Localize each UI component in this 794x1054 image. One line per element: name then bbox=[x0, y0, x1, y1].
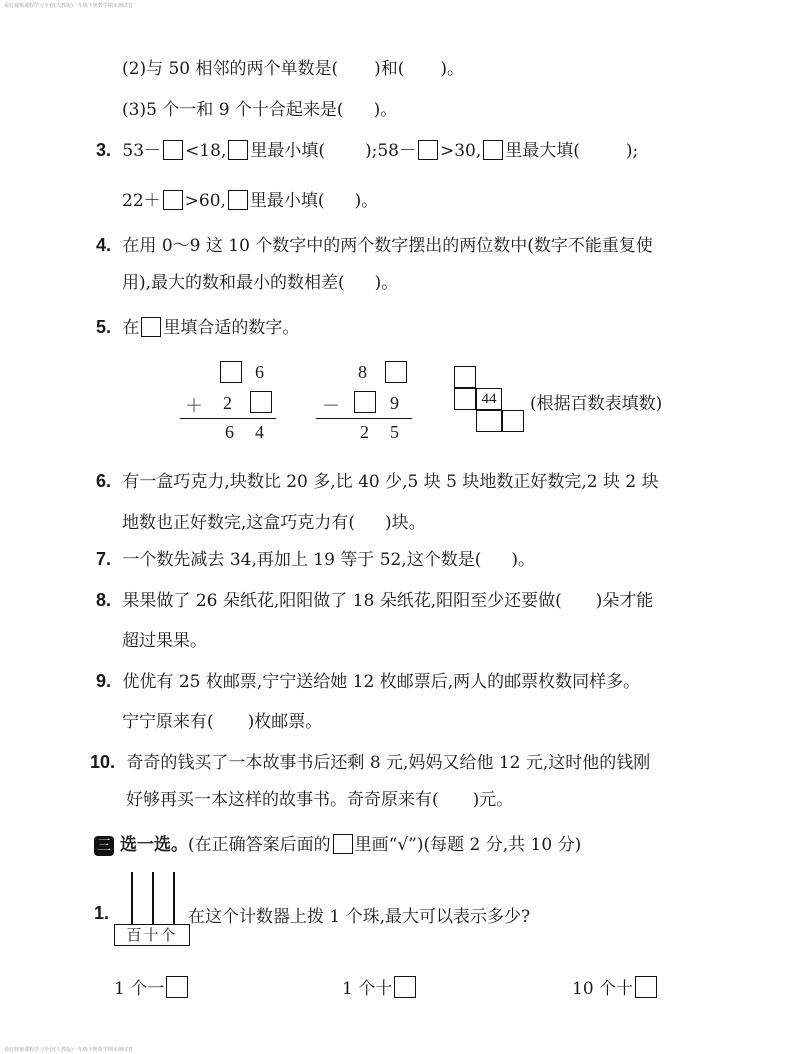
fill-box[interactable] bbox=[483, 140, 503, 160]
question-6-line2 bbox=[122, 508, 426, 533]
q3-text: 53－ bbox=[122, 141, 162, 161]
digit: 2 bbox=[223, 393, 232, 413]
q2-sub3-end: )。 bbox=[373, 100, 398, 120]
digit: 9 bbox=[390, 393, 399, 413]
fill-box[interactable] bbox=[418, 140, 438, 160]
q2-sub2 bbox=[122, 54, 464, 79]
digit: 5 bbox=[390, 422, 399, 442]
question-number: 8. bbox=[96, 590, 112, 610]
question-10-line1 bbox=[90, 748, 650, 773]
q3-text: 里最大填( bbox=[505, 141, 580, 161]
section-badge: 三 bbox=[94, 836, 114, 856]
question-4-line1 bbox=[96, 231, 653, 256]
answer-checkbox[interactable] bbox=[166, 976, 188, 998]
minus-sign: － bbox=[322, 396, 340, 416]
section-instruction: 里画“√”)(每题 2 分,共 10 分) bbox=[354, 835, 582, 855]
q10-text: )元。 bbox=[472, 790, 514, 810]
question-5-title bbox=[96, 313, 299, 338]
page-footer-note: 看好视频课程学习全套(人教版)一年级下册数学期末测试卷 bbox=[4, 1047, 133, 1053]
option-label: 1 个十 bbox=[342, 979, 393, 999]
question-7 bbox=[96, 545, 535, 570]
answer-checkbox[interactable] bbox=[635, 976, 657, 998]
abacus-rod-tens bbox=[152, 872, 154, 924]
q4-text: 在用 0～9 这 10 个数字中的两个数字摆出的两位数中(数字不能重复使 bbox=[122, 236, 653, 256]
q10-text: 奇奇的钱买了一本故事书后还剩 8 元,妈妈又给他 12 元,这时他的钱刚 bbox=[126, 753, 651, 773]
digit: 6 bbox=[255, 362, 264, 382]
fill-box[interactable] bbox=[454, 366, 476, 388]
fill-box[interactable] bbox=[502, 410, 524, 432]
q9-text: 宁宁原来有( bbox=[122, 712, 214, 732]
option-1 bbox=[114, 974, 190, 999]
q3-text: )。 bbox=[354, 191, 379, 211]
fill-box[interactable] bbox=[163, 190, 183, 210]
option-label: 10 个十 bbox=[572, 979, 634, 999]
q6-text: 地数也正好数完,这盒巧克力有( bbox=[122, 513, 356, 533]
question-9-line1 bbox=[96, 667, 640, 692]
question-number: 9. bbox=[96, 671, 112, 691]
question-8-line2: 超过果果。 bbox=[122, 631, 207, 651]
question-number: 1. bbox=[94, 903, 110, 923]
checkbox-sample bbox=[333, 834, 353, 854]
q3-text: );58－ bbox=[364, 141, 416, 161]
fill-box[interactable] bbox=[385, 361, 407, 383]
q2-sub3-text: (3)5 个一和 9 个十合起来是( bbox=[122, 100, 344, 120]
q10-text: 好够再买一本这样的故事书。奇奇原来有( bbox=[126, 790, 439, 810]
digit: 8 bbox=[358, 362, 367, 382]
q2-sub3 bbox=[122, 95, 397, 120]
q9-text: 优优有 25 枚邮票,宁宁送给她 12 枚邮票后,两人的邮票枚数同样多。 bbox=[122, 672, 641, 692]
q3-text: <18, bbox=[185, 141, 227, 161]
option-2 bbox=[342, 974, 418, 999]
option-label: 1 个一 bbox=[114, 979, 165, 999]
grid-note: (根据百数表填数) bbox=[530, 394, 663, 414]
q7-text: 一个数先减去 34,再加上 19 等于 52,这个数是( bbox=[122, 550, 482, 570]
q2-sub2-mid: )和( bbox=[374, 59, 405, 79]
section-3-heading bbox=[94, 830, 581, 856]
digit: 6 bbox=[225, 422, 234, 442]
page-header-note: 看好视频课程学习全套(人教版)一年级下册数学期末测试卷 bbox=[4, 3, 133, 9]
q3-text: 里最小填( bbox=[250, 141, 325, 161]
question-number: 4. bbox=[96, 235, 112, 255]
fill-box[interactable] bbox=[250, 391, 272, 413]
question-3-line2 bbox=[122, 186, 378, 211]
fill-box[interactable] bbox=[228, 140, 248, 160]
q3-text: 22＋ bbox=[122, 191, 161, 211]
s3q1-question-text: 在这个计数器上拨 1 个珠,最大可以表示多少? bbox=[188, 907, 531, 927]
q6-text: 有一盒巧克力,块数比 20 多,比 40 少,5 块 5 块地数正好数完,2 块 2 块 bbox=[122, 472, 659, 492]
q3-text: ); bbox=[625, 141, 639, 161]
question-8-line1 bbox=[96, 586, 653, 611]
question-10-line2 bbox=[126, 785, 513, 810]
abacus-rod-ones bbox=[173, 872, 175, 924]
fill-box bbox=[141, 317, 161, 337]
q3-text: >60, bbox=[184, 191, 226, 211]
q2-sub2-end: )。 bbox=[440, 59, 465, 79]
q5-text: 在 bbox=[122, 318, 140, 338]
q3-text: >30, bbox=[439, 141, 482, 161]
q7-text: )。 bbox=[511, 550, 536, 570]
question-number: 7. bbox=[96, 549, 112, 569]
q6-text: )块。 bbox=[385, 513, 426, 533]
grid-number: 44 bbox=[476, 388, 502, 410]
fill-box[interactable] bbox=[163, 140, 183, 160]
q9-text: )枚邮票。 bbox=[247, 712, 323, 732]
q3-text: 里最小填( bbox=[249, 191, 325, 211]
q5-text: 里填合适的数字。 bbox=[163, 318, 300, 338]
difference-line bbox=[316, 418, 412, 419]
q8-text: )朵才能 bbox=[595, 591, 654, 611]
digit: 2 bbox=[360, 422, 369, 442]
option-3 bbox=[572, 974, 659, 999]
question-number: 3. bbox=[96, 140, 112, 160]
fill-box[interactable] bbox=[454, 388, 476, 410]
q4-text: )。 bbox=[374, 273, 399, 293]
abacus-rod-hundreds bbox=[131, 872, 133, 924]
fill-box[interactable] bbox=[354, 391, 376, 413]
answer-checkbox[interactable] bbox=[394, 976, 416, 998]
question-6-line1 bbox=[96, 467, 659, 492]
sum-line bbox=[180, 418, 276, 419]
question-3-line1 bbox=[96, 136, 638, 161]
question-number: 10. bbox=[90, 752, 116, 772]
q2-sub2-text: (2)与 50 相邻的两个单数是( bbox=[122, 59, 339, 79]
section-instruction: (在正确答案后面的 bbox=[188, 835, 331, 855]
fill-box[interactable] bbox=[228, 190, 248, 210]
question-9-line2 bbox=[122, 707, 322, 732]
section-title: 选一选。 bbox=[120, 835, 188, 855]
question-4-line2 bbox=[122, 268, 398, 293]
q8-text: 果果做了 26 朵纸花,阳阳做了 18 朵纸花,阳阳至少还要做( bbox=[122, 591, 562, 611]
question-number: 6. bbox=[96, 471, 112, 491]
fill-box[interactable] bbox=[476, 410, 502, 432]
fill-box[interactable] bbox=[220, 361, 242, 383]
digit: 4 bbox=[255, 422, 264, 442]
abacus-label: 百十个 bbox=[114, 924, 190, 946]
plus-sign: ＋ bbox=[185, 396, 203, 416]
question-number: 5. bbox=[96, 317, 112, 337]
q4-text: 用),最大的数和最小的数相差( bbox=[122, 273, 345, 293]
